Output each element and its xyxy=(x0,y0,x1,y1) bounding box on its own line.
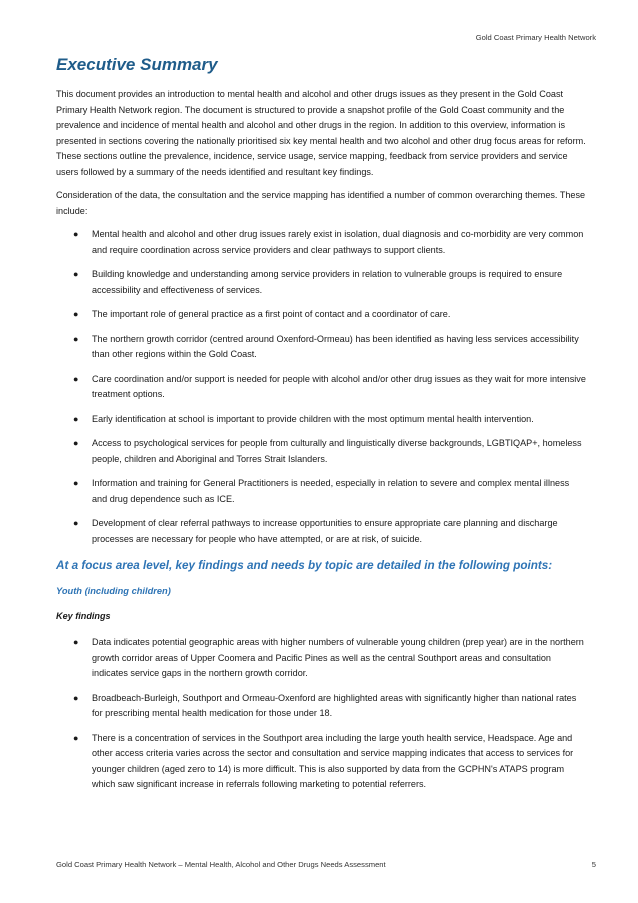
bullet-icon: ● xyxy=(73,373,79,384)
bullet-icon: ● xyxy=(73,229,79,239)
footer-text: Gold Coast Primary Health Network – Mental Health, Alcohol and Other Drugs Needs Assessment xyxy=(56,860,386,869)
bullet-icon: ● xyxy=(73,413,79,424)
list-item: ● The northern growth corridor (centred around Oxenford-Ormeau) has been identified as having less services accessibility than other regions within the Gold Coast. xyxy=(73,333,579,359)
list-item: ● Building knowledge and understanding among service providers in relation to vulnerable groups is required to ensure accessibility and effectiveness of services. xyxy=(73,269,563,295)
list-item: ● Access to psychological services for people from culturally and linguistically diverse backgrounds, LGBTIQAP+, homeless people, children and Aboriginal and Torres Strait Islanders. xyxy=(73,438,582,464)
bullet-icon: ● xyxy=(73,333,79,344)
bullet-icon: ● xyxy=(73,309,79,319)
list-item: ● Data indicates potential geographic areas with higher numbers of vulnerable young children (prep year) are in the northern growth corridor areas of Upper Coomera and Pacific Pines as well as the central Southport areas and consultation indicates service gaps in the northern growth corridor. xyxy=(73,637,584,678)
bullet-icon: ● xyxy=(73,478,79,488)
list-item: ● Early identification at school is important to provide children with the most optimum mental health intervention. xyxy=(56,412,586,428)
page-title: Executive Summary xyxy=(56,55,218,74)
key-findings-label: Key findings xyxy=(56,611,111,621)
list-item: ● Care coordination and/or support is needed for people with alcohol and/or other drug issues as they wait for more intensive treatment options. xyxy=(73,373,586,399)
list-item: ● Development of clear referral pathways to increase opportunities to ensure appropriate care planning and discharge processes are necessary for people who have attempted, or are at risk, of suicide. xyxy=(73,518,558,544)
focus-area-heading: At a focus area level, key findings and needs by topic are detailed in the following points: xyxy=(56,559,553,572)
list-item: ● There is a concentration of services in the Southport area including the large youth health service, Headspace. Age and other access criteria varies across the sector and consultation and service mapping indicates that access to services for younger children (aged zero to 14) is more difficult. This is also supported by data from the GCPHN's ATAPS program which saw significant increase in referrals following marketing to potential referrers. xyxy=(73,732,574,789)
bullet-icon: ● xyxy=(73,637,79,647)
list-item: ● The important role of general practice as a first point of contact and a coordinator of care. xyxy=(56,307,586,323)
list-item: ● Mental health and alcohol and other drug issues rarely exist in isolation, dual diagnosis and co-morbidity are very common and require coordination across service providers and clear pathways to support clients. xyxy=(73,229,584,255)
themes-list xyxy=(56,227,586,547)
themes-intro-paragraph: Consideration of the data, the consultation and the service mapping has identified a number of common overarching themes. These include: xyxy=(56,190,586,216)
bullet-icon: ● xyxy=(73,269,79,279)
running-header: Gold Coast Primary Health Network xyxy=(475,33,596,42)
intro-paragraph: This document provides an introduction to mental health and alcohol and other drugs issues as they present in the Gold Coast Primary Health Network region. The document is structured to provide a snapshot profile of the Gold Coast community and the prevalence and incidence of mental health and alcohol and other drugs in the region. In addition to this overview, information is presented in sections covering the nationally prioritised six key mental health and two alcohol and other drug focus areas for reform. These sections outline the prevalence, incidence, service usage, service mapping, feedback from service providers and service users followed by a summary of the needs identified and resultant key findings. xyxy=(56,89,586,177)
page-content xyxy=(56,55,586,802)
page-footer xyxy=(56,860,596,869)
bullet-icon: ● xyxy=(73,732,79,743)
bullet-icon: ● xyxy=(73,518,79,528)
youth-findings-list xyxy=(56,635,586,793)
list-item: ● Broadbeach-Burleigh, Southport and Ormeau-Oxenford are highlighted areas with significantly higher than national rates for prescribing mental health medication for those under 18. xyxy=(73,692,577,718)
youth-section-heading: Youth (including children) xyxy=(56,586,171,596)
page-number: 5 xyxy=(591,860,596,869)
bullet-icon: ● xyxy=(73,438,79,448)
list-item: ● Information and training for General Practitioners is needed, especially in relation to severe and complex mental illness and drug dependence such as ICE. xyxy=(73,478,570,504)
bullet-icon: ● xyxy=(73,692,79,703)
